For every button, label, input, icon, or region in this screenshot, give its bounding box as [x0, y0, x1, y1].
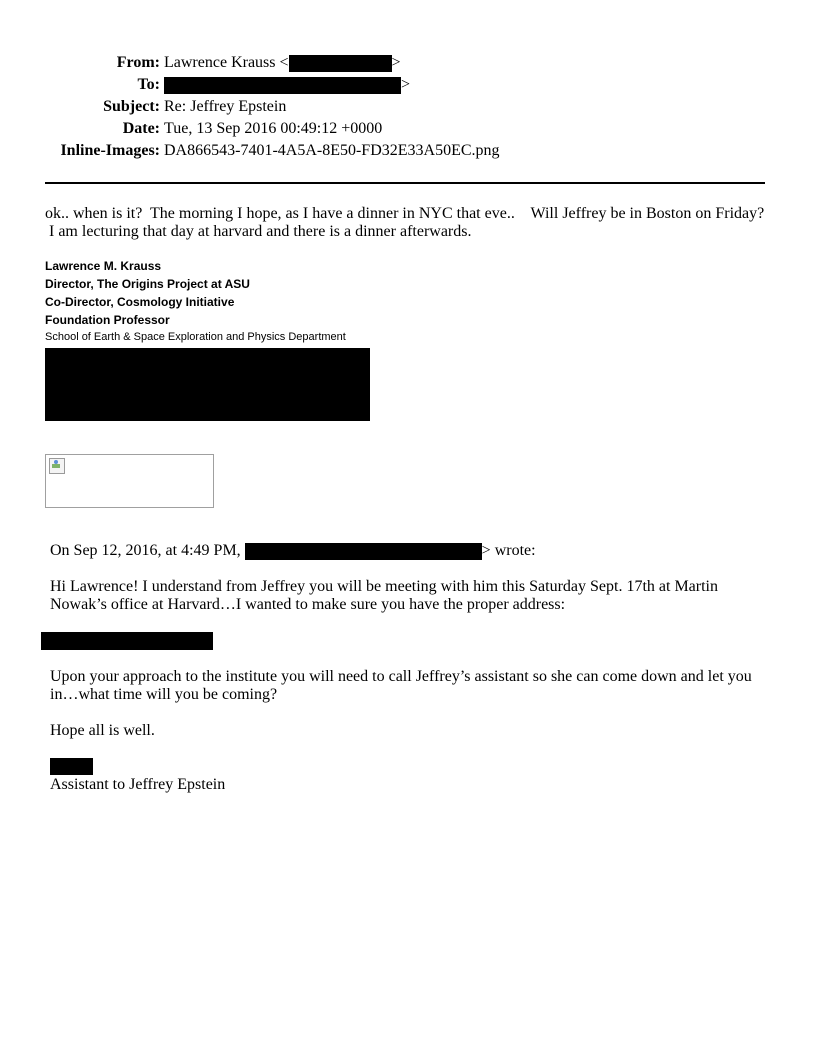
from-value [164, 53, 401, 73]
header-from-row [0, 53, 816, 73]
to-label: To: [137, 76, 160, 93]
header-divider [45, 182, 765, 184]
quoted-para-2-line-2: in…what time will you be coming? [50, 686, 278, 703]
signature-title-1: Director, The Origins Project at ASU [45, 277, 250, 291]
reply-line-1: ok.. when is it? The morning I hope, as I have a dinner in NYC that eve.. Will Jeffrey be in Boston on Friday? [45, 205, 765, 222]
quoted-closing: Assistant to Jeffrey Epstein [50, 776, 226, 793]
subject-value: Re: Jeffrey Epstein [164, 98, 287, 115]
signature-title-2: Co-Director, Cosmology Initiative [45, 295, 235, 309]
broken-image-icon [49, 458, 65, 474]
subject-label: Subject: [103, 98, 160, 115]
from-sender: Lawrence Krauss < [164, 54, 289, 71]
quoted-intro-suffix: > wrote: [481, 542, 536, 559]
quoted-para-3: Hope all is well. [50, 722, 155, 739]
to-close: > [401, 76, 411, 93]
header-date-row [0, 119, 816, 139]
redaction-quoted-sender [245, 543, 482, 560]
redaction-to-recipient [164, 77, 401, 94]
from-label: From: [116, 54, 160, 71]
signature-name: Lawrence M. Krauss [45, 259, 162, 273]
reply-line-2: I am lecturing that day at harvard and there is a dinner afterwards. [45, 223, 472, 240]
date-value: Tue, 13 Sep 2016 00:49:12 +0000 [164, 120, 383, 137]
quoted-intro [50, 541, 536, 561]
to-value [164, 75, 410, 95]
header-to-row [0, 75, 816, 95]
quoted-intro-prefix: On Sep 12, 2016, at 4:49 PM, [50, 542, 241, 559]
header-subject-row [0, 97, 816, 117]
redaction-from-email [289, 55, 392, 72]
inline-image-placeholder [45, 454, 214, 508]
quoted-para-2-line-1: Upon your approach to the institute you will need to call Jeffrey’s assistant so she can come down and let you [50, 668, 752, 685]
from-close: > [391, 54, 401, 71]
quoted-para-1-line-1: Hi Lawrence! I understand from Jeffrey you will be meeting with him this Saturday Sept. 17th at Martin [50, 578, 718, 595]
inline-images-value: DA866543-7401-4A5A-8E50-FD32E33A50EC.png [164, 142, 500, 159]
signature-title-3: Foundation Professor [45, 313, 170, 327]
inline-images-label: Inline-Images: [60, 142, 160, 159]
header-images-row [0, 141, 816, 161]
redaction-signature-contact [45, 348, 370, 421]
redaction-assistant-name [50, 758, 93, 775]
quoted-para-1-line-2: Nowak’s office at Harvard…I wanted to make sure you have the proper address: [50, 596, 566, 613]
redaction-address [41, 632, 213, 650]
signature-department: School of Earth & Space Exploration and Physics Department [45, 331, 346, 343]
date-label: Date: [122, 120, 160, 137]
